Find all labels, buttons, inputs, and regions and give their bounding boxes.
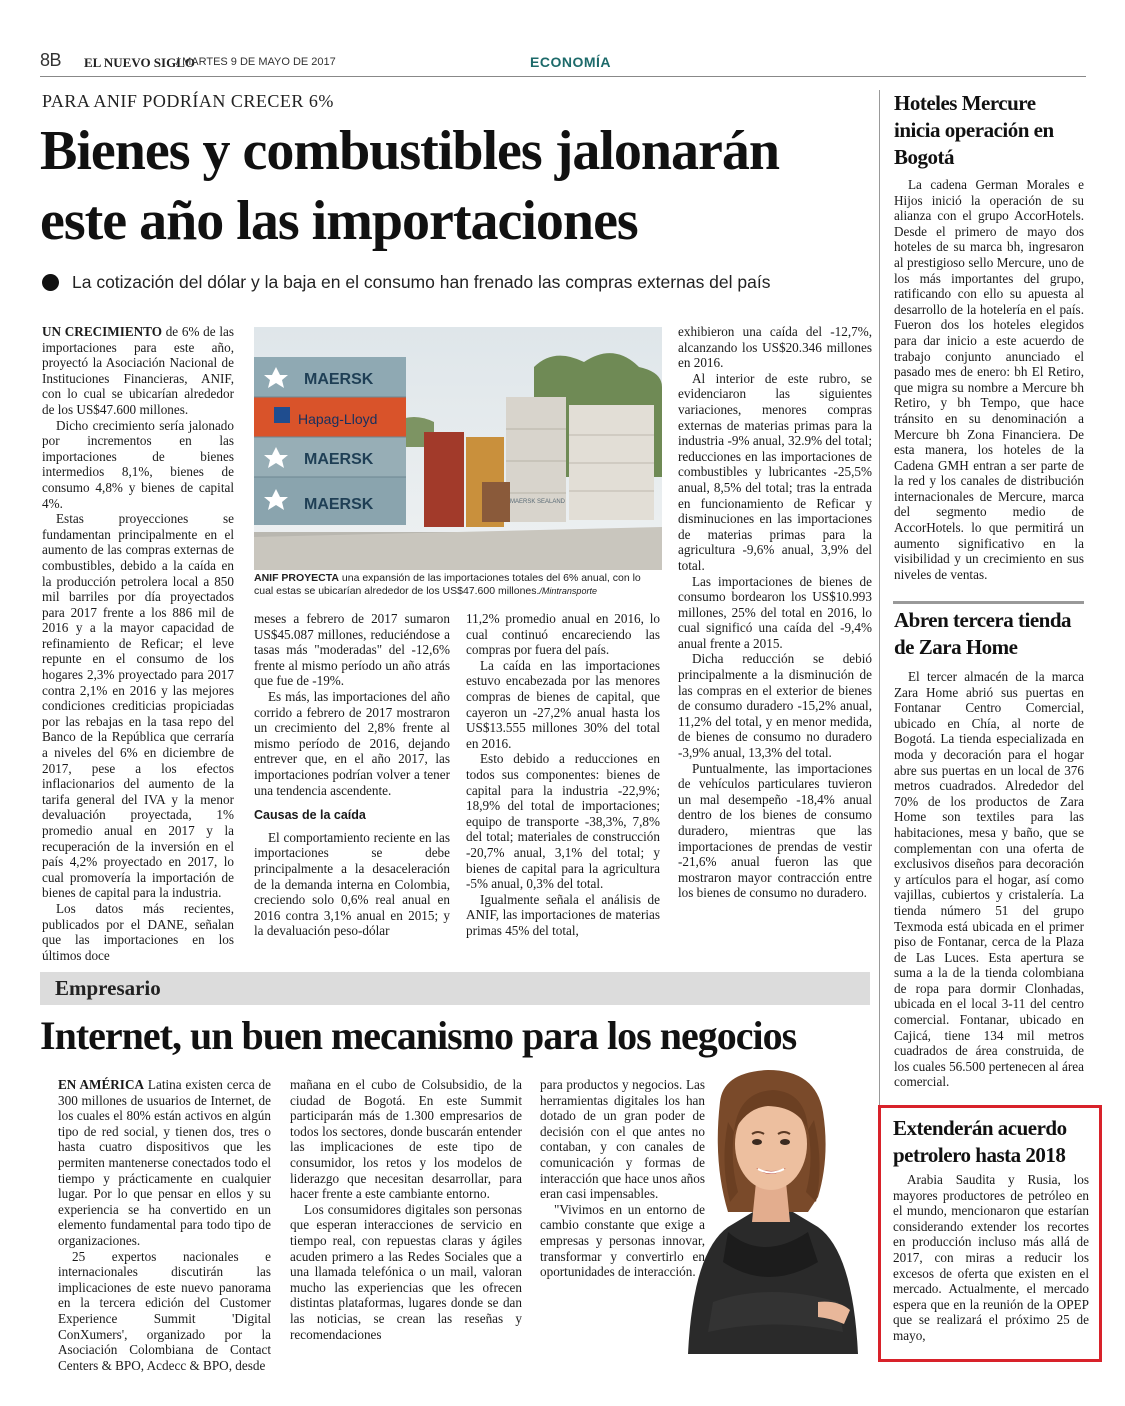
article-subhead: Causas de la caída [254,808,366,823]
photo-credit: /Mintransporte [539,585,597,596]
article-kicker: PARA ANIF PODRÍAN CRECER 6% [42,91,334,111]
article-headline: Bienes y combustibles jalonarán este año las importaciones [40,120,780,252]
sidebar-headline: Hoteles Mercure inicia operación en Bogotá [894,91,1054,169]
caption-lead: ANIF PROYECTA [254,572,339,584]
photo-label: MAERSK [304,451,374,468]
article-paragraph: Los datos más recientes, publicados por el DANE, señalan que las importaciones en los últimos doce [42,900,234,963]
caption-text: una expansión de las importaciones totales del 6% anual, con lo cual estas se ubicarían alrededor de los US$47.600 millones. [254,572,641,597]
bullet-icon [42,274,59,291]
photo-label: MAERSK [304,371,374,388]
header-divider [40,76,1086,77]
sidebar-headline: Extenderán acuerdo petrolero hasta 2018 [893,1116,1067,1167]
sidebar-divider [879,90,880,1106]
second-headline: Internet, un buen mecanismo para los negocios [40,1013,797,1058]
second-column-2 [290,1077,522,1349]
article-paragraph: para productos y negocios. Las herramientas digitales los han dotado de un gran poder de decisión con el que antes no contaban, y con canales de comunicación y formas de interacción que hace unos años eran casi impensables. [540,1077,705,1202]
sidebar-text: Arabia Saudita y Rusia, los mayores productores de petróleo en el mundo, mencionaron que estarían considerando extender los recortes en producción incluso más allá de 2017, con miras a reducir los excesos de oferta que existen en el mercado. Actualmente, el mercado espera que en la reunión de la OPEP que se realizará el próximo 25 de mayo, [893,1172,1089,1343]
article-paragraph: El comportamiento reciente en las importaciones se debe principalmente a la desaceleración de la demanda interna en Colombia, creciendo solo 0,6% real anual en 2016 contra 3,1% anual en 2015; y la devaluación peso-dólar [254,829,450,939]
sidebar-headline: Abren tercera tienda de Zara Home [894,608,1072,659]
newspaper-name: EL NUEVO SIGLO [84,55,195,70]
article-paragraph: Al interior de este rubro, se evidenciaron las siguientes variaciones, menores compras externas de materias primas para la industria -9% anual, 32.9% del total; reducciones en las importaciones de combustibles y lubricantes -25,5% anual, 8,5% del total; tras la entrada en funcionamiento de Reficar y disminuciones en las importaciones de materias primas para la agricultura -9,6% anual, 3,9% del total. [678,370,872,573]
article-paragraph: Esto debido a reducciones en todos sus componentes: bienes de capital para la industria -22,9%; 18,9% del total de importaciones; equipo de transporte -38,3%, 7,8% del total; materiales de construcción -20,7% anual, 3,1% del total; y bienes de capital para la agricultura -5% anual, 0,3% del total. [466,751,660,892]
section-band-label: Empresario [55,976,161,1000]
photo-caption [254,572,662,597]
article-paragraph: Dicho crecimiento sería jalonado por incrementos en las importaciones de bienes intermedios 8,1%, bienes de consumo 4,8% y bienes de capital 4%. [42,417,234,511]
article-paragraph: Igualmente señala el análisis de ANIF, las importaciones de materias primas 45% del total, [466,891,660,938]
article-deck [40,272,870,293]
issue-date: / MARTES 9 DE MAYO DE 2017 [176,56,336,68]
second-column-1 [58,1077,272,1373]
lead-in: EN AMÉRICA [58,1077,144,1092]
article-paragraph: Los consumidores digitales son personas que esperan interacciones de servicio en tiempo real, con repuestas claras y ágiles acuden primero a las Redes Sociales que a una llamada telefónica o un mail, valoran mucho las experiencias que les ofrecen distintas plataformas, lugares donde se dan las noticias, se crean las reseñas y recomendaciones [290,1201,522,1342]
sidebar-text: La cadena German Morales e Hijos inició la operación de su alianza con el grupo AccorHotels. Desde el primero de mayo dos hoteles de su marca bh, ingresaron al prestigioso sello Mercure, uno de los más importantes del grupo, ratificando con ello su apuesta al desarrollo de la hotelería en el país. Fueron dos los hoteles elegidos para dar inicio a este acuerdo de trabajo conjunto anunciado el pasado mes de enero: bh El Retiro, que migra su nombre a Mercure bh Retiro, y bh Tempo, que hace tránsito en su denominación a Mercure bh Zona Financiera. De esta manera, los hoteles de la Cadena GMH entran a ser parte de la red y los canales de distribución internacionales de Mercure, marca del segmento medio de AccorHotels. lo que permitirá un aumento significativo en la visibilidad y un crecimiento en sus niveles de ventas. [894,177,1084,582]
article-column-1 [42,324,234,963]
second-column-3 [540,1077,705,1349]
photo-label-small: MAERSK SEALAND [510,499,566,505]
article-paragraph: mañana en el cubo de Colsubsidio, de la ciudad de Bogotá. En este Summit participarán más de 1.300 empresarios de todos los sectores, donde buscarán entender las implicaciones de este tipo de consumidor, los retos y los modelos de liderazgo que necesitan desarrollar, para hacer frente a este cambiante entorno. [290,1077,522,1202]
article-paragraph: Es más, las importaciones del año corrido a febrero de 2017 mostraron un crecimiento del 2,8% frente al mismo período de 2016, dejando entrever que, en el año 2017, las importaciones podrían volver a tener una tendencia ascendente. [254,688,450,798]
sidebar-separator [893,601,1084,604]
article-paragraph: Puntualmente, las importaciones de vehículos particulares tuvieron un mal desempeño -18,4% anual dentro de los bienes de consumo duradero, mientras que las importaciones de prendas de vestir -21,6% anual fueron las que mostraron mayor contracción entre los bienes de consumo no duradero. [678,760,872,901]
article-deck-text: La cotización del dólar y la baja en el consumo han frenado las compras externas del país [72,272,771,292]
lead-text: Latina existen cerca de 300 millones de usuarios de Internet, de los cuales el 80% están activos en algún tipo de red social, y tienen dos, tres o hasta cuatro dispositivos que les permiten mantenerse conectados todo el tiempo y prácticamente en cualquier lugar. Por lo que pensar en ellos y su experiencia se ha convertido en un elemento fundamental para todo tipo de organizaciones. [58,1077,272,1248]
article-paragraph: 25 expertos nacionales e internacionales discutirán las implicaciones de este nuevo panorama en la tercera edición del Customer Experience Summit 'Digital ConXumers', organizado por la Asociación Colombiana de Contact Centers & BPO, Acdecc & BPO, desde [58,1248,271,1373]
shipping-containers-image [254,327,662,570]
article-paragraph [42,324,234,418]
article-paragraph: Las importaciones de bienes de consumo bordearon los US$10.993 millones, 25% del total en 2016, lo cual significó una caída del -9,4% anual frente a 2015. [678,573,872,651]
article-column-3 [466,611,660,957]
containers-photo [254,327,662,570]
section-band [40,972,870,1005]
article-paragraph [58,1077,271,1249]
article-paragraph: Dicha reducción se debió principalmente a la disminución de las compras en el exterior de bienes de consumo duradero -15,2% anual, 11,2% del total, y en menor medida, de bienes de consumo no duradero -3,9% anual, 13,3% del total. [678,651,872,761]
photo-label: Hapag-Lloyd [298,411,378,427]
page-number: 8B [40,50,62,70]
article-paragraph: 11,2% promedio anual en 2016, lo cual continuó encareciendo las compras por fuera del país. [466,611,660,658]
section-label: ECONOMÍA [530,54,611,70]
lead-text: de 6% de las importaciones para este año, proyectó la Asociación Nacional de Instituciones Financieras, ANIF, con lo cual se ubicarían alrededor de los US$47.600 millones. [42,324,234,417]
sidebar-text: El tercer almacén de la marca Zara Home abrió sus puertas en Fontanar Centro Comercial, ubicado en Chía, al norte de Bogotá. La tienda especializada en moda y decoración para el hogar abre sus puertas en un local de 376 metros cuadrados. Alrededor del 70% de los productos de Zara Home son textiles para las habitaciones, mesa y baño, que se complementan con una oferta de exclusivos diseños para decoración y artículos para el hogar, así como vajillas, cubiertos y cristalería. La tienda número 51 del grupo Texmoda está ubicada en el primer piso de Fontanar, cerca de la Plaza de Las Luces. Esta apertura se suma a la de la tienda colombiana de ropa para dormir Clonhadas, ubicada en el local 3-11 del centro comercial. Fontanar, ubicado en Cajicá, tiene 134 mil metros cuadrados de área construida, de los cuales 56.500 pertenecen al área comercial. [894,669,1084,1090]
article-paragraph: Estas proyecciones se fundamentan principalmente en el aumento de las compras externas de combustibles, debido a la caída en la producción petrolera local a 850 mil barriles por día proyectados para 2017 frente a los 886 mil de 2016 y a la mayor capacidad de refinamiento de Reficar; el leve repunte en el consumo de los hogares 2,3% proyectado para 2017 contra 2,1% en 2016 y las mejores condiciones crediticias propiciadas por las rebajas en la tasa repo del Banco de la República que cerraría a niveles del 6% en diciembre de 2017, pese a los efectos inflacionarios del aumento de la tarifa general del IVA y la menor devaluación proyectada, 1% promedio anual en 2017 y la recuperación de la inversión en el país 4,2% proyectado en 2017, lo cual promovería la importación de bienes de capital para la industria. [42,511,234,901]
article-paragraph: La caída en las importaciones estuvo encabezada por las menores compras de bienes de capital, que cayeron un -27,2% anual hasta los US$13.555 millones 30% del total en 2016. [466,657,660,751]
article-column-4 [678,324,872,960]
article-paragraph: exhibieron una caída del -12,7%, alcanzando los US$20.346 millones en 2016. [678,324,872,371]
article-column-2 [254,611,450,957]
lead-in: UN CRECIMIENTO [42,324,162,339]
article-paragraph: "Vivimos en un entorno de cambio constante que exige a empresas y personas innovar, transformar y convertirlo en oportunidades de interacción. [540,1201,705,1280]
photo-label: MAERSK [304,496,374,513]
article-paragraph: meses a febrero de 2017 sumaron US$45.087 millones, reduciéndose a tasas más "moderadas" del -12,6% frente al mismo período un año atrás que fue de -19%. [254,611,450,689]
